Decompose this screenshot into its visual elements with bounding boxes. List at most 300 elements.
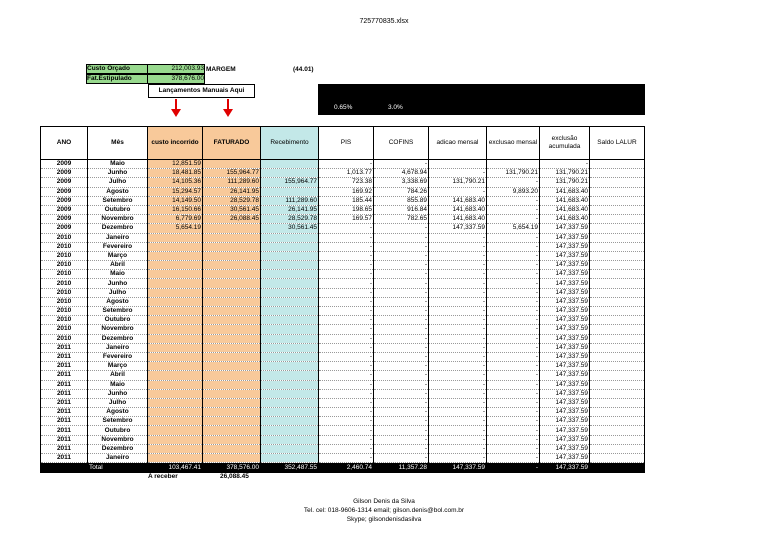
cell-faturado[interactable] bbox=[203, 325, 261, 334]
cell-saldo[interactable] bbox=[590, 316, 645, 325]
cell-exclusao-acum[interactable]: 147,337.59 bbox=[540, 454, 590, 463]
cell-custo[interactable]: 14,149.50 bbox=[148, 196, 203, 205]
cell-custo[interactable] bbox=[148, 307, 203, 316]
cell-ano[interactable]: 2009 bbox=[41, 205, 88, 214]
cell-custo[interactable]: 6,779.69 bbox=[148, 215, 203, 224]
cell-faturado[interactable] bbox=[203, 261, 261, 270]
cell-ano[interactable]: 2010 bbox=[41, 261, 88, 270]
cell-faturado[interactable]: 26,088.45 bbox=[203, 215, 261, 224]
cell-mes[interactable]: Setembro bbox=[88, 307, 148, 316]
cell-exclusao[interactable]: 5,654.19 bbox=[487, 224, 540, 233]
cell-pis[interactable]: 169.92 bbox=[319, 187, 374, 196]
cell-pis[interactable]: - bbox=[319, 160, 374, 169]
cell-saldo[interactable] bbox=[590, 371, 645, 380]
cell-pis[interactable]: 185.44 bbox=[319, 196, 374, 205]
cell-exclusao-acum[interactable]: 141,683.40 bbox=[540, 196, 590, 205]
cell-cofins[interactable]: - bbox=[374, 233, 429, 242]
cell-exclusao[interactable]: - bbox=[487, 426, 540, 435]
cell-ano[interactable]: 2010 bbox=[41, 288, 88, 297]
cell-pis[interactable]: - bbox=[319, 435, 374, 444]
cell-recebimento[interactable]: 28,529.78 bbox=[261, 215, 319, 224]
cell-exclusao[interactable]: - bbox=[487, 261, 540, 270]
cell-recebimento[interactable] bbox=[261, 398, 319, 407]
cell-faturado[interactable] bbox=[203, 279, 261, 288]
cell-mes[interactable]: Agosto bbox=[88, 408, 148, 417]
cell-exclusao-acum[interactable]: 147,337.59 bbox=[540, 343, 590, 352]
cell-mes[interactable]: Maio bbox=[88, 160, 148, 169]
cell-pis[interactable]: - bbox=[319, 288, 374, 297]
cell-custo[interactable] bbox=[148, 454, 203, 463]
cell-exclusao[interactable]: 131,790.21 bbox=[487, 169, 540, 178]
cell-mes[interactable]: Janeiro bbox=[88, 343, 148, 352]
cell-ano[interactable]: 2011 bbox=[41, 444, 88, 453]
cell-exclusao[interactable]: - bbox=[487, 205, 540, 214]
cell-custo[interactable] bbox=[148, 288, 203, 297]
cell-cofins[interactable]: - bbox=[374, 224, 429, 233]
cell-adicao[interactable]: 141,683.40 bbox=[429, 205, 487, 214]
cell-ano[interactable]: 2009 bbox=[41, 169, 88, 178]
cell-cofins[interactable]: - bbox=[374, 352, 429, 361]
cell-mes[interactable]: Agosto bbox=[88, 187, 148, 196]
cell-pis[interactable]: - bbox=[319, 325, 374, 334]
cell-cofins[interactable]: - bbox=[374, 362, 429, 371]
cell-mes[interactable]: Dezembro bbox=[88, 334, 148, 343]
cell-cofins[interactable]: - bbox=[374, 279, 429, 288]
cell-custo[interactable]: 14,105.36 bbox=[148, 178, 203, 187]
cell-recebimento[interactable] bbox=[261, 160, 319, 169]
cell-ano[interactable]: 2010 bbox=[41, 307, 88, 316]
cell-mes[interactable]: Novembro bbox=[88, 435, 148, 444]
cell-saldo[interactable] bbox=[590, 178, 645, 187]
cell-pis[interactable]: - bbox=[319, 334, 374, 343]
cell-faturado[interactable] bbox=[203, 316, 261, 325]
cell-pis[interactable]: - bbox=[319, 233, 374, 242]
cell-cofins[interactable]: - bbox=[374, 417, 429, 426]
cell-saldo[interactable] bbox=[590, 362, 645, 371]
cell-mes[interactable]: Outubro bbox=[88, 205, 148, 214]
cell-mes[interactable]: Maio bbox=[88, 270, 148, 279]
cell-pis[interactable]: 198.65 bbox=[319, 205, 374, 214]
cell-pis[interactable]: - bbox=[319, 417, 374, 426]
cell-recebimento[interactable]: 26,141.95 bbox=[261, 205, 319, 214]
cell-mes[interactable]: Junho bbox=[88, 169, 148, 178]
cell-custo[interactable] bbox=[148, 352, 203, 361]
cell-exclusao[interactable]: - bbox=[487, 316, 540, 325]
cell-ano[interactable]: 2010 bbox=[41, 233, 88, 242]
cell-exclusao[interactable]: - bbox=[487, 352, 540, 361]
cell-saldo[interactable] bbox=[590, 215, 645, 224]
cell-exclusao-acum[interactable]: 141,683.40 bbox=[540, 187, 590, 196]
cell-exclusao[interactable]: - bbox=[487, 444, 540, 453]
cell-faturado[interactable] bbox=[203, 251, 261, 260]
cell-faturado[interactable] bbox=[203, 160, 261, 169]
cell-cofins[interactable]: - bbox=[374, 454, 429, 463]
cell-adicao[interactable]: - bbox=[429, 343, 487, 352]
cell-ano[interactable]: 2011 bbox=[41, 426, 88, 435]
cell-cofins[interactable]: - bbox=[374, 325, 429, 334]
cell-adicao[interactable]: - bbox=[429, 398, 487, 407]
cell-pis[interactable]: - bbox=[319, 408, 374, 417]
cell-faturado[interactable] bbox=[203, 417, 261, 426]
cell-faturado[interactable] bbox=[203, 307, 261, 316]
cell-cofins[interactable]: - bbox=[374, 408, 429, 417]
cell-mes[interactable]: Outubro bbox=[88, 316, 148, 325]
cell-custo[interactable]: 16,150.66 bbox=[148, 205, 203, 214]
cell-ano[interactable]: 2010 bbox=[41, 325, 88, 334]
cell-recebimento[interactable] bbox=[261, 261, 319, 270]
cell-custo[interactable] bbox=[148, 417, 203, 426]
cell-custo[interactable] bbox=[148, 362, 203, 371]
cell-custo[interactable] bbox=[148, 435, 203, 444]
cell-exclusao[interactable]: - bbox=[487, 435, 540, 444]
cell-cofins[interactable]: - bbox=[374, 261, 429, 270]
cell-custo[interactable] bbox=[148, 371, 203, 380]
cell-adicao[interactable]: - bbox=[429, 362, 487, 371]
cell-exclusao-acum[interactable]: 147,337.59 bbox=[540, 288, 590, 297]
cell-ano[interactable]: 2011 bbox=[41, 454, 88, 463]
cell-ano[interactable]: 2011 bbox=[41, 389, 88, 398]
cell-saldo[interactable] bbox=[590, 251, 645, 260]
cell-mes[interactable]: Setembro bbox=[88, 196, 148, 205]
cell-recebimento[interactable] bbox=[261, 343, 319, 352]
cell-adicao[interactable]: - bbox=[429, 408, 487, 417]
cell-exclusao-acum[interactable]: 147,337.59 bbox=[540, 389, 590, 398]
cell-faturado[interactable] bbox=[203, 408, 261, 417]
cell-custo[interactable] bbox=[148, 426, 203, 435]
cell-exclusao[interactable]: - bbox=[487, 371, 540, 380]
cell-exclusao[interactable]: - bbox=[487, 242, 540, 251]
cell-recebimento[interactable]: 111,289.60 bbox=[261, 196, 319, 205]
cell-ano[interactable]: 2009 bbox=[41, 196, 88, 205]
cell-faturado[interactable] bbox=[203, 343, 261, 352]
cell-exclusao[interactable]: - bbox=[487, 233, 540, 242]
cell-saldo[interactable] bbox=[590, 279, 645, 288]
cell-adicao[interactable]: - bbox=[429, 316, 487, 325]
cell-adicao[interactable]: 141,683.40 bbox=[429, 215, 487, 224]
cell-cofins[interactable]: 4,678.94 bbox=[374, 169, 429, 178]
custo-orcado-value[interactable]: 212,003.93 bbox=[147, 64, 205, 74]
cell-recebimento[interactable] bbox=[261, 169, 319, 178]
cell-faturado[interactable]: 30,561.45 bbox=[203, 205, 261, 214]
cell-faturado[interactable] bbox=[203, 242, 261, 251]
cell-adicao[interactable]: 141,683.40 bbox=[429, 196, 487, 205]
cell-saldo[interactable] bbox=[590, 196, 645, 205]
cell-mes[interactable]: Novembro bbox=[88, 325, 148, 334]
cell-pis[interactable]: - bbox=[319, 279, 374, 288]
cell-recebimento[interactable] bbox=[261, 435, 319, 444]
cell-exclusao-acum[interactable]: 147,337.59 bbox=[540, 362, 590, 371]
cell-exclusao[interactable]: - bbox=[487, 251, 540, 260]
cell-faturado[interactable] bbox=[203, 435, 261, 444]
cell-saldo[interactable] bbox=[590, 270, 645, 279]
cell-mes[interactable]: Dezembro bbox=[88, 224, 148, 233]
cell-mes[interactable]: Setembro bbox=[88, 417, 148, 426]
cell-exclusao[interactable]: - bbox=[487, 288, 540, 297]
cell-adicao[interactable] bbox=[429, 160, 487, 169]
cell-faturado[interactable] bbox=[203, 380, 261, 389]
cell-recebimento[interactable] bbox=[261, 380, 319, 389]
cell-saldo[interactable] bbox=[590, 205, 645, 214]
cell-faturado[interactable] bbox=[203, 270, 261, 279]
cell-pis[interactable]: - bbox=[319, 297, 374, 306]
cell-cofins[interactable]: - bbox=[374, 389, 429, 398]
fat-estipulado-value[interactable]: 378,676.00 bbox=[147, 74, 205, 84]
cell-adicao[interactable]: - bbox=[429, 187, 487, 196]
cell-saldo[interactable] bbox=[590, 389, 645, 398]
cell-cofins[interactable]: 782.65 bbox=[374, 215, 429, 224]
cell-exclusao[interactable]: - bbox=[487, 362, 540, 371]
cell-exclusao[interactable]: - bbox=[487, 307, 540, 316]
cell-ano[interactable]: 2011 bbox=[41, 398, 88, 407]
cell-mes[interactable]: Agosto bbox=[88, 297, 148, 306]
cell-exclusao-acum[interactable]: 131,790.21 bbox=[540, 169, 590, 178]
cell-mes[interactable]: Abril bbox=[88, 371, 148, 380]
cell-custo[interactable] bbox=[148, 444, 203, 453]
cell-ano[interactable]: 2011 bbox=[41, 380, 88, 389]
cell-adicao[interactable]: 147,337.59 bbox=[429, 224, 487, 233]
cell-recebimento[interactable] bbox=[261, 444, 319, 453]
cell-cofins[interactable]: 784.26 bbox=[374, 187, 429, 196]
cell-exclusao-acum[interactable]: 147,337.59 bbox=[540, 233, 590, 242]
cell-pis[interactable]: - bbox=[319, 261, 374, 270]
cell-exclusao[interactable]: 9,893.20 bbox=[487, 187, 540, 196]
cell-pis[interactable]: 169.57 bbox=[319, 215, 374, 224]
cell-custo[interactable] bbox=[148, 233, 203, 242]
cell-exclusao-acum[interactable]: 147,337.59 bbox=[540, 307, 590, 316]
cell-saldo[interactable] bbox=[590, 233, 645, 242]
cell-saldo[interactable] bbox=[590, 454, 645, 463]
cell-adicao[interactable]: - bbox=[429, 325, 487, 334]
cell-exclusao[interactable]: - bbox=[487, 279, 540, 288]
cell-pis[interactable]: - bbox=[319, 444, 374, 453]
cell-ano[interactable]: 2009 bbox=[41, 224, 88, 233]
cell-ano[interactable]: 2010 bbox=[41, 251, 88, 260]
cell-recebimento[interactable] bbox=[261, 279, 319, 288]
cell-exclusao[interactable]: - bbox=[487, 297, 540, 306]
cell-mes[interactable]: Março bbox=[88, 362, 148, 371]
cell-faturado[interactable] bbox=[203, 288, 261, 297]
cell-mes[interactable]: Outubro bbox=[88, 426, 148, 435]
cell-pis[interactable]: - bbox=[319, 251, 374, 260]
cell-mes[interactable]: Janeiro bbox=[88, 454, 148, 463]
cell-faturado[interactable] bbox=[203, 224, 261, 233]
cell-custo[interactable] bbox=[148, 408, 203, 417]
cell-cofins[interactable]: - bbox=[374, 242, 429, 251]
cell-ano[interactable]: 2011 bbox=[41, 362, 88, 371]
cell-ano[interactable]: 2011 bbox=[41, 371, 88, 380]
cell-saldo[interactable] bbox=[590, 261, 645, 270]
cell-exclusao-acum[interactable]: 147,337.59 bbox=[540, 380, 590, 389]
cell-custo[interactable] bbox=[148, 270, 203, 279]
cell-cofins[interactable]: - bbox=[374, 160, 429, 169]
cell-mes[interactable]: Fevereiro bbox=[88, 352, 148, 361]
cell-recebimento[interactable] bbox=[261, 408, 319, 417]
cell-exclusao[interactable]: - bbox=[487, 178, 540, 187]
cell-exclusao-acum[interactable]: 147,337.59 bbox=[540, 325, 590, 334]
cell-ano[interactable]: 2010 bbox=[41, 316, 88, 325]
cell-recebimento[interactable] bbox=[261, 233, 319, 242]
cell-mes[interactable]: Novembro bbox=[88, 215, 148, 224]
cell-adicao[interactable]: - bbox=[429, 297, 487, 306]
cell-exclusao-acum[interactable]: 147,337.59 bbox=[540, 297, 590, 306]
cell-adicao[interactable]: - bbox=[429, 251, 487, 260]
cell-pis[interactable]: - bbox=[319, 389, 374, 398]
cell-pis[interactable]: - bbox=[319, 398, 374, 407]
cell-pis[interactable]: - bbox=[319, 454, 374, 463]
cell-faturado[interactable] bbox=[203, 297, 261, 306]
cell-faturado[interactable]: 155,964.77 bbox=[203, 169, 261, 178]
cell-recebimento[interactable]: 30,561.45 bbox=[261, 224, 319, 233]
cell-mes[interactable]: Dezembro bbox=[88, 444, 148, 453]
cell-saldo[interactable] bbox=[590, 307, 645, 316]
cell-exclusao-acum[interactable]: 147,337.59 bbox=[540, 408, 590, 417]
cell-mes[interactable]: Julho bbox=[88, 288, 148, 297]
cell-recebimento[interactable] bbox=[261, 389, 319, 398]
cell-ano[interactable]: 2010 bbox=[41, 242, 88, 251]
cell-exclusao-acum[interactable]: 147,337.59 bbox=[540, 444, 590, 453]
cell-exclusao[interactable]: - bbox=[487, 334, 540, 343]
cell-adicao[interactable]: - bbox=[429, 288, 487, 297]
cell-recebimento[interactable]: 155,964.77 bbox=[261, 178, 319, 187]
cell-custo[interactable] bbox=[148, 380, 203, 389]
cell-ano[interactable]: 2010 bbox=[41, 334, 88, 343]
cell-recebimento[interactable] bbox=[261, 270, 319, 279]
cell-custo[interactable] bbox=[148, 334, 203, 343]
cell-recebimento[interactable] bbox=[261, 334, 319, 343]
cell-exclusao-acum[interactable]: 141,683.40 bbox=[540, 205, 590, 214]
cell-exclusao-acum[interactable]: 147,337.59 bbox=[540, 316, 590, 325]
cell-recebimento[interactable] bbox=[261, 371, 319, 380]
cell-custo[interactable]: 5,654.19 bbox=[148, 224, 203, 233]
cell-cofins[interactable]: - bbox=[374, 444, 429, 453]
cell-mes[interactable]: Março bbox=[88, 251, 148, 260]
cell-cofins[interactable]: 855.89 bbox=[374, 196, 429, 205]
cell-custo[interactable] bbox=[148, 398, 203, 407]
cell-saldo[interactable] bbox=[590, 160, 645, 169]
cell-saldo[interactable] bbox=[590, 325, 645, 334]
cell-pis[interactable]: - bbox=[319, 224, 374, 233]
cell-recebimento[interactable] bbox=[261, 454, 319, 463]
cell-custo[interactable]: 12,851.59 bbox=[148, 160, 203, 169]
cell-pis[interactable]: - bbox=[319, 362, 374, 371]
cell-faturado[interactable] bbox=[203, 426, 261, 435]
cell-recebimento[interactable] bbox=[261, 307, 319, 316]
cell-mes[interactable]: Maio bbox=[88, 380, 148, 389]
cell-ano[interactable]: 2011 bbox=[41, 352, 88, 361]
cell-pis[interactable]: - bbox=[319, 343, 374, 352]
cell-exclusao[interactable]: - bbox=[487, 389, 540, 398]
cell-saldo[interactable] bbox=[590, 288, 645, 297]
cell-custo[interactable] bbox=[148, 316, 203, 325]
cell-ano[interactable]: 2009 bbox=[41, 178, 88, 187]
cell-adicao[interactable]: - bbox=[429, 352, 487, 361]
cell-adicao[interactable]: - bbox=[429, 444, 487, 453]
cell-cofins[interactable]: - bbox=[374, 316, 429, 325]
cell-recebimento[interactable] bbox=[261, 288, 319, 297]
cell-exclusao[interactable]: - bbox=[487, 408, 540, 417]
cell-custo[interactable] bbox=[148, 297, 203, 306]
cell-exclusao-acum[interactable]: 147,337.59 bbox=[540, 371, 590, 380]
cell-ano[interactable]: 2011 bbox=[41, 435, 88, 444]
cell-exclusao-acum[interactable]: 147,337.59 bbox=[540, 251, 590, 260]
cell-faturado[interactable] bbox=[203, 371, 261, 380]
cell-cofins[interactable]: - bbox=[374, 435, 429, 444]
cell-recebimento[interactable] bbox=[261, 417, 319, 426]
cell-exclusao-acum[interactable]: 147,337.59 bbox=[540, 352, 590, 361]
cell-ano[interactable]: 2011 bbox=[41, 417, 88, 426]
cell-faturado[interactable] bbox=[203, 454, 261, 463]
cell-recebimento[interactable] bbox=[261, 316, 319, 325]
cell-custo[interactable] bbox=[148, 325, 203, 334]
cell-pis[interactable]: - bbox=[319, 426, 374, 435]
cell-exclusao-acum[interactable]: 147,337.59 bbox=[540, 417, 590, 426]
cell-recebimento[interactable] bbox=[261, 297, 319, 306]
cell-exclusao[interactable]: - bbox=[487, 380, 540, 389]
cell-saldo[interactable] bbox=[590, 435, 645, 444]
cell-adicao[interactable]: - bbox=[429, 380, 487, 389]
cell-mes[interactable]: Julho bbox=[88, 398, 148, 407]
cell-adicao[interactable]: - bbox=[429, 334, 487, 343]
cell-adicao[interactable]: - bbox=[429, 426, 487, 435]
cell-adicao[interactable]: - bbox=[429, 242, 487, 251]
cell-exclusao-acum[interactable]: 147,337.59 bbox=[540, 270, 590, 279]
cell-exclusao-acum[interactable]: 147,337.59 bbox=[540, 279, 590, 288]
cell-custo[interactable] bbox=[148, 261, 203, 270]
cell-cofins[interactable]: - bbox=[374, 251, 429, 260]
cell-adicao[interactable]: - bbox=[429, 279, 487, 288]
cell-exclusao[interactable]: - bbox=[487, 454, 540, 463]
cell-cofins[interactable]: 3,338.69 bbox=[374, 178, 429, 187]
cell-pis[interactable]: - bbox=[319, 380, 374, 389]
cell-saldo[interactable] bbox=[590, 169, 645, 178]
cell-custo[interactable]: 18,481.85 bbox=[148, 169, 203, 178]
cell-exclusao-acum[interactable]: 147,337.59 bbox=[540, 242, 590, 251]
cell-exclusao-acum[interactable]: 147,337.59 bbox=[540, 261, 590, 270]
cell-recebimento[interactable] bbox=[261, 242, 319, 251]
cell-saldo[interactable] bbox=[590, 343, 645, 352]
cell-exclusao-acum[interactable]: - bbox=[540, 160, 590, 169]
cell-recebimento[interactable] bbox=[261, 426, 319, 435]
cell-pis[interactable]: - bbox=[319, 307, 374, 316]
cell-ano[interactable]: 2009 bbox=[41, 215, 88, 224]
cell-saldo[interactable] bbox=[590, 417, 645, 426]
cell-faturado[interactable] bbox=[203, 352, 261, 361]
cell-ano[interactable]: 2010 bbox=[41, 270, 88, 279]
cell-recebimento[interactable] bbox=[261, 362, 319, 371]
cell-saldo[interactable] bbox=[590, 187, 645, 196]
cell-saldo[interactable] bbox=[590, 408, 645, 417]
cell-exclusao[interactable]: - bbox=[487, 270, 540, 279]
cell-pis[interactable]: - bbox=[319, 242, 374, 251]
cell-custo[interactable]: 15,294.57 bbox=[148, 187, 203, 196]
cell-saldo[interactable] bbox=[590, 224, 645, 233]
cell-adicao[interactable]: - bbox=[429, 389, 487, 398]
cell-faturado[interactable] bbox=[203, 389, 261, 398]
cell-cofins[interactable]: 916.84 bbox=[374, 205, 429, 214]
cell-saldo[interactable] bbox=[590, 426, 645, 435]
cell-ano[interactable]: 2009 bbox=[41, 187, 88, 196]
cell-cofins[interactable]: - bbox=[374, 288, 429, 297]
cell-recebimento[interactable] bbox=[261, 352, 319, 361]
cell-faturado[interactable] bbox=[203, 444, 261, 453]
cell-cofins[interactable]: - bbox=[374, 297, 429, 306]
cell-pis[interactable]: 723.38 bbox=[319, 178, 374, 187]
cell-pis[interactable]: - bbox=[319, 270, 374, 279]
cell-faturado[interactable]: 26,141.95 bbox=[203, 187, 261, 196]
cell-exclusao[interactable]: - bbox=[487, 398, 540, 407]
cell-ano[interactable]: 2011 bbox=[41, 343, 88, 352]
cell-faturado[interactable] bbox=[203, 233, 261, 242]
